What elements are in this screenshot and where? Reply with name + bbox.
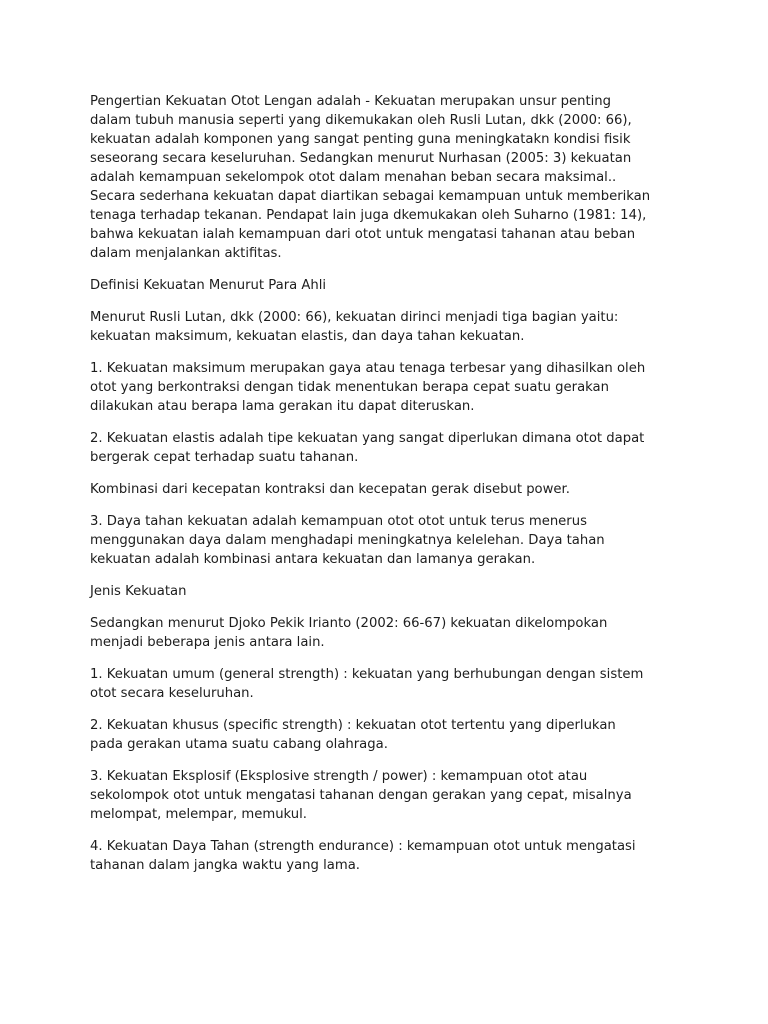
list-item-kekuatan-maksimum: 1. Kekuatan maksimum merupakan gaya atau tenaga terbesar yang dihasilkan oleh otot yang berkontraksi dengan tidak menentukan berapa cepat suatu gerakan dilakukan atau berapa lama gerakan itu dapat diteruskan. <box>90 361 646 414</box>
paragraph-rusli-lutan: Menurut Rusli Lutan, dkk (2000: 66), kekuatan dirinci menjadi tiga bagian yaitu: kekuatan maksimum, kekuatan elastis, dan daya tahan kekuatan. <box>90 310 619 344</box>
heading-jenis-kekuatan: Jenis Kekuatan <box>90 584 187 599</box>
list-item-kekuatan-khusus: 2. Kekuatan khusus (specific strength) : kekuatan otot tertentu yang diperlukan pada gerakan utama suatu cabang olahraga. <box>90 718 616 752</box>
list-item-kekuatan-elastis: 2. Kekuatan elastis adalah tipe kekuatan yang sangat diperlukan dimana otot dapat bergerak cepat terhadap suatu tahanan. <box>90 431 645 465</box>
intro-paragraph: Pengertian Kekuatan Otot Lengan adalah - Kekuatan merupakan unsur penting dalam tubuh manusia seperti yang dikemukakan oleh Rusli Lutan, dkk (2000: 66), kekuatan adalah komponen yang sangat penting guna meningkatakn kondisi fisik seseorang secara keseluruhan. Sedangkan menurut Nurhasan (2005: 3) kekuatan adalah kemampuan sekelompok otot dalam menahan beban secara maksimal.. Secara sederhana kekuatan dapat diartikan sebagai kemampuan untuk memberikan tenaga terhadap tekanan. Pendapat lain juga dkemukakan oleh Suharno (1981: 14), bahwa kekuatan ialah kemampuan dari otot untuk mengatasi tahanan atau beban dalam menjalankan aktifitas. <box>90 94 651 261</box>
heading-definisi: Definisi Kekuatan Menurut Para Ahli <box>90 278 327 293</box>
list-item-kekuatan-umum: 1. Kekuatan umum (general strength) : kekuatan yang berhubungan dengan sistem otot secara keseluruhan. <box>90 667 644 701</box>
document-page <box>90 92 690 888</box>
list-item-daya-tahan-kekuatan: 3. Daya tahan kekuatan adalah kemampuan otot otot untuk terus menerus menggunakan daya dalam menghadapi meningkatnya kelelehan. Daya tahan kekuatan adalah kombinasi antara kekuatan dan lamanya gerakan. <box>90 514 605 567</box>
paragraph-power: Kombinasi dari kecepatan kontraksi dan kecepatan gerak disebut power. <box>90 482 570 497</box>
paragraph-djoko-pekik: Sedangkan menurut Djoko Pekik Irianto (2002: 66-67) kekuatan dikelompokan menjadi beberapa jenis antara lain. <box>90 616 608 650</box>
list-item-kekuatan-daya-tahan: 4. Kekuatan Daya Tahan (strength endurance) : kemampuan otot untuk mengatasi tahanan dalam jangka waktu yang lama. <box>90 839 636 873</box>
list-item-kekuatan-eksplosif: 3. Kekuatan Eksplosif (Eksplosive strength / power) : kemampuan otot atau sekolompok otot untuk mengatasi tahanan dengan gerakan yang cepat, misalnya melompat, melempar, memukul. <box>90 769 632 822</box>
